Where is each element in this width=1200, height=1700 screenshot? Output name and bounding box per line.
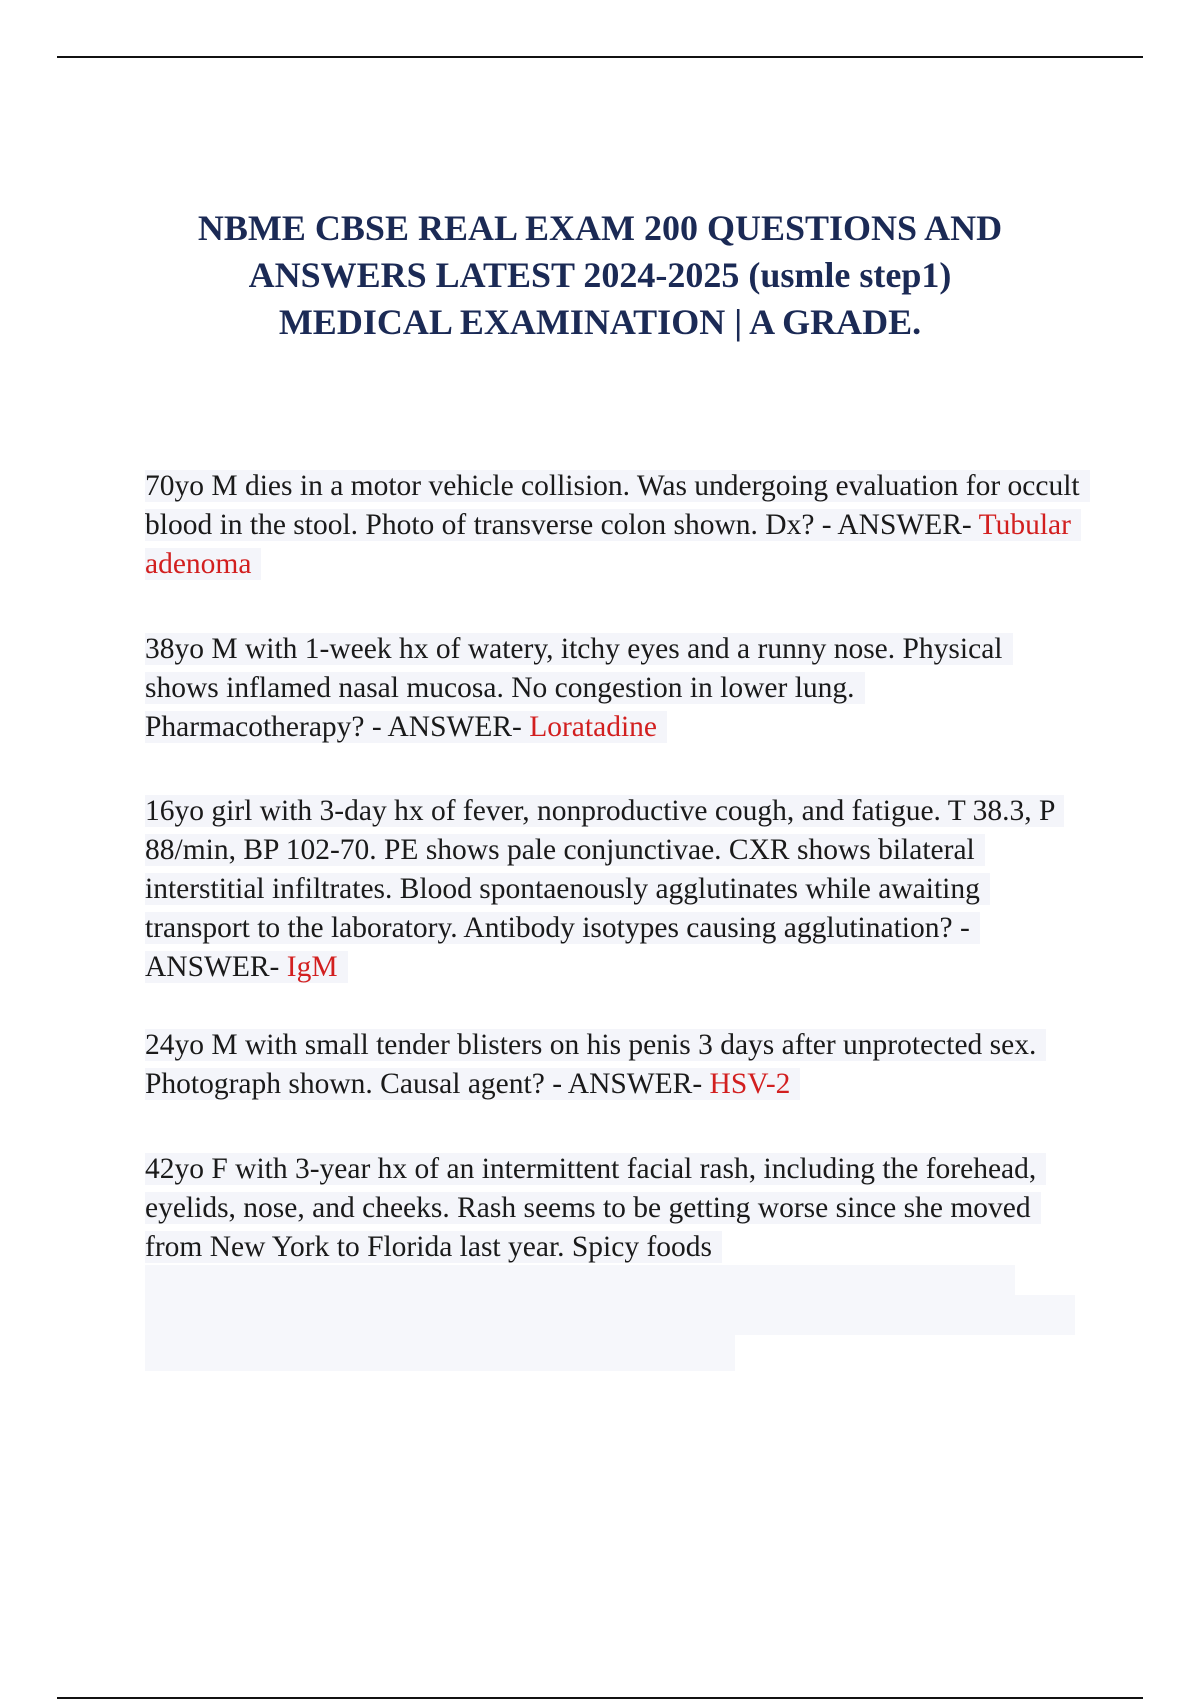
answer-prefix: - ANSWER- [552, 1068, 710, 1100]
answer-prefix: - ANSWER- [371, 711, 530, 743]
bottom-rule [57, 1697, 1143, 1699]
qa-item-4 [145, 1026, 1080, 1104]
document-title [150, 205, 1050, 346]
title-line-1: NBME CBSE REAL EXAM 200 QUESTIONS AND [197, 208, 1003, 248]
qa-item-5 [145, 1150, 1080, 1267]
title-line-3: MEDICAL EXAMINATION | A GRADE. [278, 302, 922, 342]
answer-text: IgM [286, 951, 338, 983]
question-text: 16yo girl with 3-day hx of fever, nonproductive cough, and fatigue. T 38.3, P 88/min, BP 102-70. PE shows pale conjunctivae. CXR shows bilateral interstitial infiltrates. Blood spontaenously agglutinates while awaiting transport to the laboratory. Antibody isotypes causing agglutination? [145, 795, 1055, 944]
answer-text: Loratadine [529, 711, 657, 743]
answer-prefix: - ANSWER- [145, 912, 970, 983]
question-text: 38yo M with 1-week hx of watery, itchy eyes and a runny nose. Physical shows inflamed nasal mucosa. No congestion in lower lung. Pharmacotherapy? [145, 633, 1003, 743]
answer-text: Tubular adenoma [145, 509, 1071, 580]
blurred-text-region [145, 1265, 1015, 1295]
question-text: 24yo M with small tender blisters on his penis 3 days after unprotected sex. Photograph shown. Causal agent? [145, 1029, 1037, 1100]
blurred-text-region [145, 1335, 735, 1371]
qa-item-3 [145, 792, 1080, 987]
title-line-2: ANSWERS LATEST 2024-2025 (usmle step1) [248, 255, 952, 295]
qa-item-2 [145, 630, 1080, 747]
question-text: 42yo F with 3-year hx of an intermittent facial rash, including the forehead, eyelids, nose, and cheeks. Rash seems to be getting worse since she moved from New York to Florida last year. Spicy foods [145, 1153, 1037, 1263]
blurred-text-region [145, 1295, 1075, 1335]
top-rule [57, 56, 1143, 58]
answer-text: HSV-2 [709, 1068, 791, 1100]
qa-item-1 [145, 467, 1080, 584]
question-text: 70yo M dies in a motor vehicle collision. Was undergoing evaluation for occult blood in the stool. Photo of transverse colon shown. Dx? [145, 470, 1080, 541]
answer-prefix: - ANSWER- [821, 509, 979, 541]
